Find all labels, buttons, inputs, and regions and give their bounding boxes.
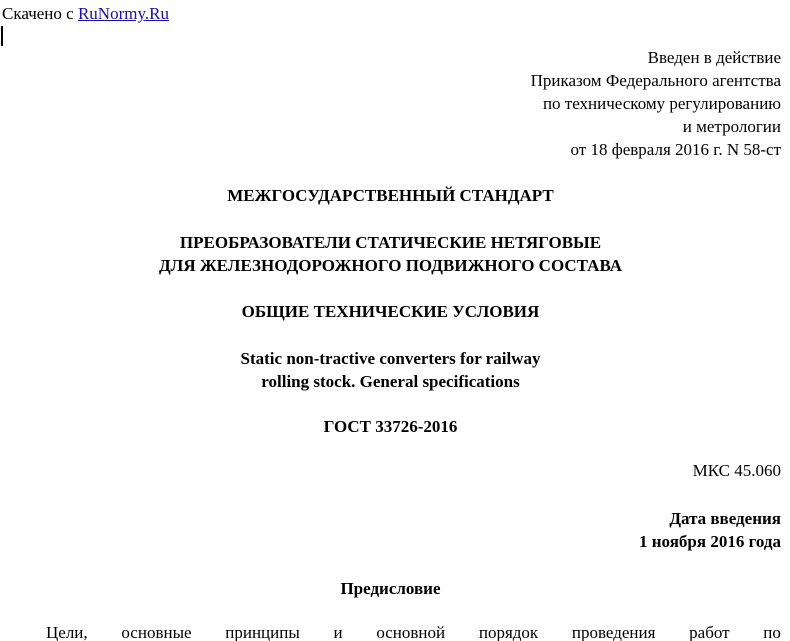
english-title-line-2: rolling stock. General specifications — [261, 372, 520, 391]
english-title-line-1: Static non-tractive converters for railway — [240, 349, 541, 368]
paragraph-word: основные — [121, 623, 192, 641]
mks-code: МКС 45.060 — [692, 461, 781, 480]
adoption-line: от 18 февраля 2016 г. N 58-ст — [570, 140, 781, 159]
title-line-2: ДЛЯ ЖЕЛЕЗНОДОРОЖНОГО ПОДВИЖНОГО СОСТАВА — [158, 256, 622, 275]
adoption-line: по техническому регулированию — [542, 94, 781, 113]
adoption-block — [531, 46, 781, 161]
foreword-paragraph-line — [46, 621, 781, 641]
source-line — [2, 2, 169, 25]
paragraph-word: основной — [376, 623, 446, 641]
adoption-line: Приказом Федерального агентства — [530, 71, 781, 90]
foreword-heading: Предисловие — [340, 579, 441, 598]
standard-type-heading: МЕЖГОСУДАРСТВЕННЫЙ СТАНДАРТ — [227, 186, 554, 205]
paragraph-word: по — [763, 623, 781, 641]
intro-date-block — [639, 507, 781, 553]
paragraph-word: проведения — [571, 623, 656, 641]
adoption-line: Введен в действие — [647, 48, 781, 67]
intro-date-value: 1 ноября 2016 года — [639, 532, 781, 551]
intro-date-label: Дата введения — [669, 509, 781, 528]
source-link[interactable]: RuNormy.Ru — [77, 4, 169, 23]
source-prefix: Скачено с — [2, 4, 74, 23]
paragraph-word: и — [333, 623, 343, 641]
text-cursor — [1, 26, 3, 46]
gost-number: ГОСТ 33726-2016 — [323, 417, 458, 436]
paragraph-word: порядок — [478, 623, 539, 641]
paragraph-word: принципы — [225, 623, 300, 641]
title-line-1: ПРЕОБРАЗОВАТЕЛИ СТАТИЧЕСКИЕ НЕТЯГОВЫЕ — [179, 233, 602, 252]
adoption-line: и метрологии — [682, 117, 781, 136]
paragraph-word: работ — [689, 623, 730, 641]
paragraph-word: Цели, — [46, 623, 88, 641]
subtitle-heading: ОБЩИЕ ТЕХНИЧЕСКИЕ УСЛОВИЯ — [241, 302, 540, 321]
